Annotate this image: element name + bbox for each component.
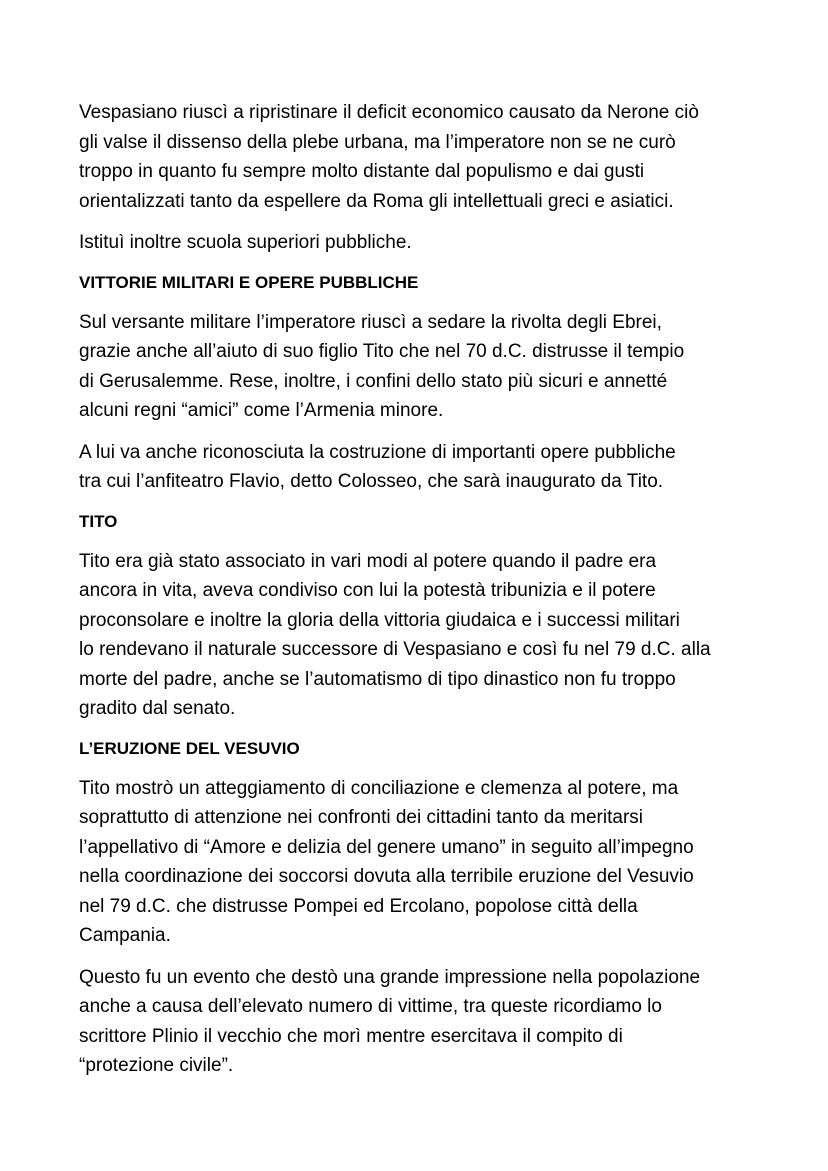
text-line: Campania. [79,925,171,946]
paragraph-vespasiano-economy [79,98,751,216]
text-line: nella coordinazione dei soccorsi dovuta alla terribile eruzione del Vesuvio [79,866,694,887]
text-line: A lui va anche riconosciuta la costruzione di importanti opere pubbliche [79,441,676,463]
text-line: Istituì inoltre scuola superiori pubbliche. [79,232,412,253]
text-line: soprattutto di attenzione nei confronti dei cittadini tanto da meritarsi [79,807,643,828]
text-line: tra cui l’anfiteatro Flavio, detto Colosseo, che sarà inaugurato da Tito. [79,471,664,492]
text-line: Questo fu un evento che destò una grande impressione nella popolazione [79,966,701,988]
text-line: di Gerusalemme. Rese, inoltre, i confini dello stato più sicuri e annetté [79,370,668,392]
text-line: nel 79 d.C. che distrusse Pompei ed Ercolano, popolose città della [79,895,638,917]
text-line: l’appellativo di “Amore e delizia del genere umano” in seguito all’impegno [79,836,694,858]
text-line: Tito era già stato associato in vari modi al potere quando il padre era [79,550,657,572]
paragraph-schools [79,228,751,258]
text-line: “protezione civile”. [79,1055,234,1076]
text-line: morte del padre, anche se l’automatismo di tipo dinastico non fu troppo [79,668,676,690]
text-line: troppo in quanto fu sempre molto distante dal populismo e dai gusti [79,161,645,182]
text-line: Sul versante militare l’imperatore riuscì a sedare la rivolta degli Ebrei, [79,311,662,333]
paragraph-public-works [79,438,751,497]
paragraph-military [79,308,751,426]
text-line: Vespasiano riuscì a ripristinare il deficit economico causato da Nerone ciò [79,102,699,123]
paragraph-vesuvius-clemency [79,774,751,951]
text-line: scrittore Plinio il vecchio che morì mentre esercitava il compito di [79,1025,623,1047]
section-heading-tito: TITO [79,511,118,531]
text-line: lo rendevano il naturale successore di Vespasiano e così fu nel 79 d.C. alla [79,639,711,660]
section-heading-vesuvius: L’ERUZIONE DEL VESUVIO [79,738,300,758]
text-line: gli valse il dissenso della plebe urbana, ma l’imperatore non se ne curò [79,131,676,153]
text-line: orientalizzati tanto da espellere da Roma gli intellettuali greci e asiatici. [79,190,674,212]
section-heading-military-victories: VITTORIE MILITARI E OPERE PUBBLICHE [79,272,419,292]
text-line: anche a causa dell’elevato numero di vittime, tra queste ricordiamo lo [79,996,662,1017]
paragraph-tito [79,547,751,724]
text-line: ancora in vita, aveva condiviso con lui la potestà tribunizia e il potere [79,580,656,601]
paragraph-vesuvius-victims [79,963,751,1081]
text-line: proconsolare e inoltre la gloria della vittoria giudaica e i successi militari [79,609,680,631]
text-line: grazie anche all’aiuto di suo figlio Tito che nel 70 d.C. distrusse il tempio [79,341,685,362]
text-line: alcuni regni “amici” come l’Armenia minore. [79,400,444,421]
document-page [79,98,751,1093]
text-line: gradito dal senato. [79,698,236,719]
text-line: Tito mostrò un atteggiamento di conciliazione e clemenza al potere, ma [79,777,679,799]
